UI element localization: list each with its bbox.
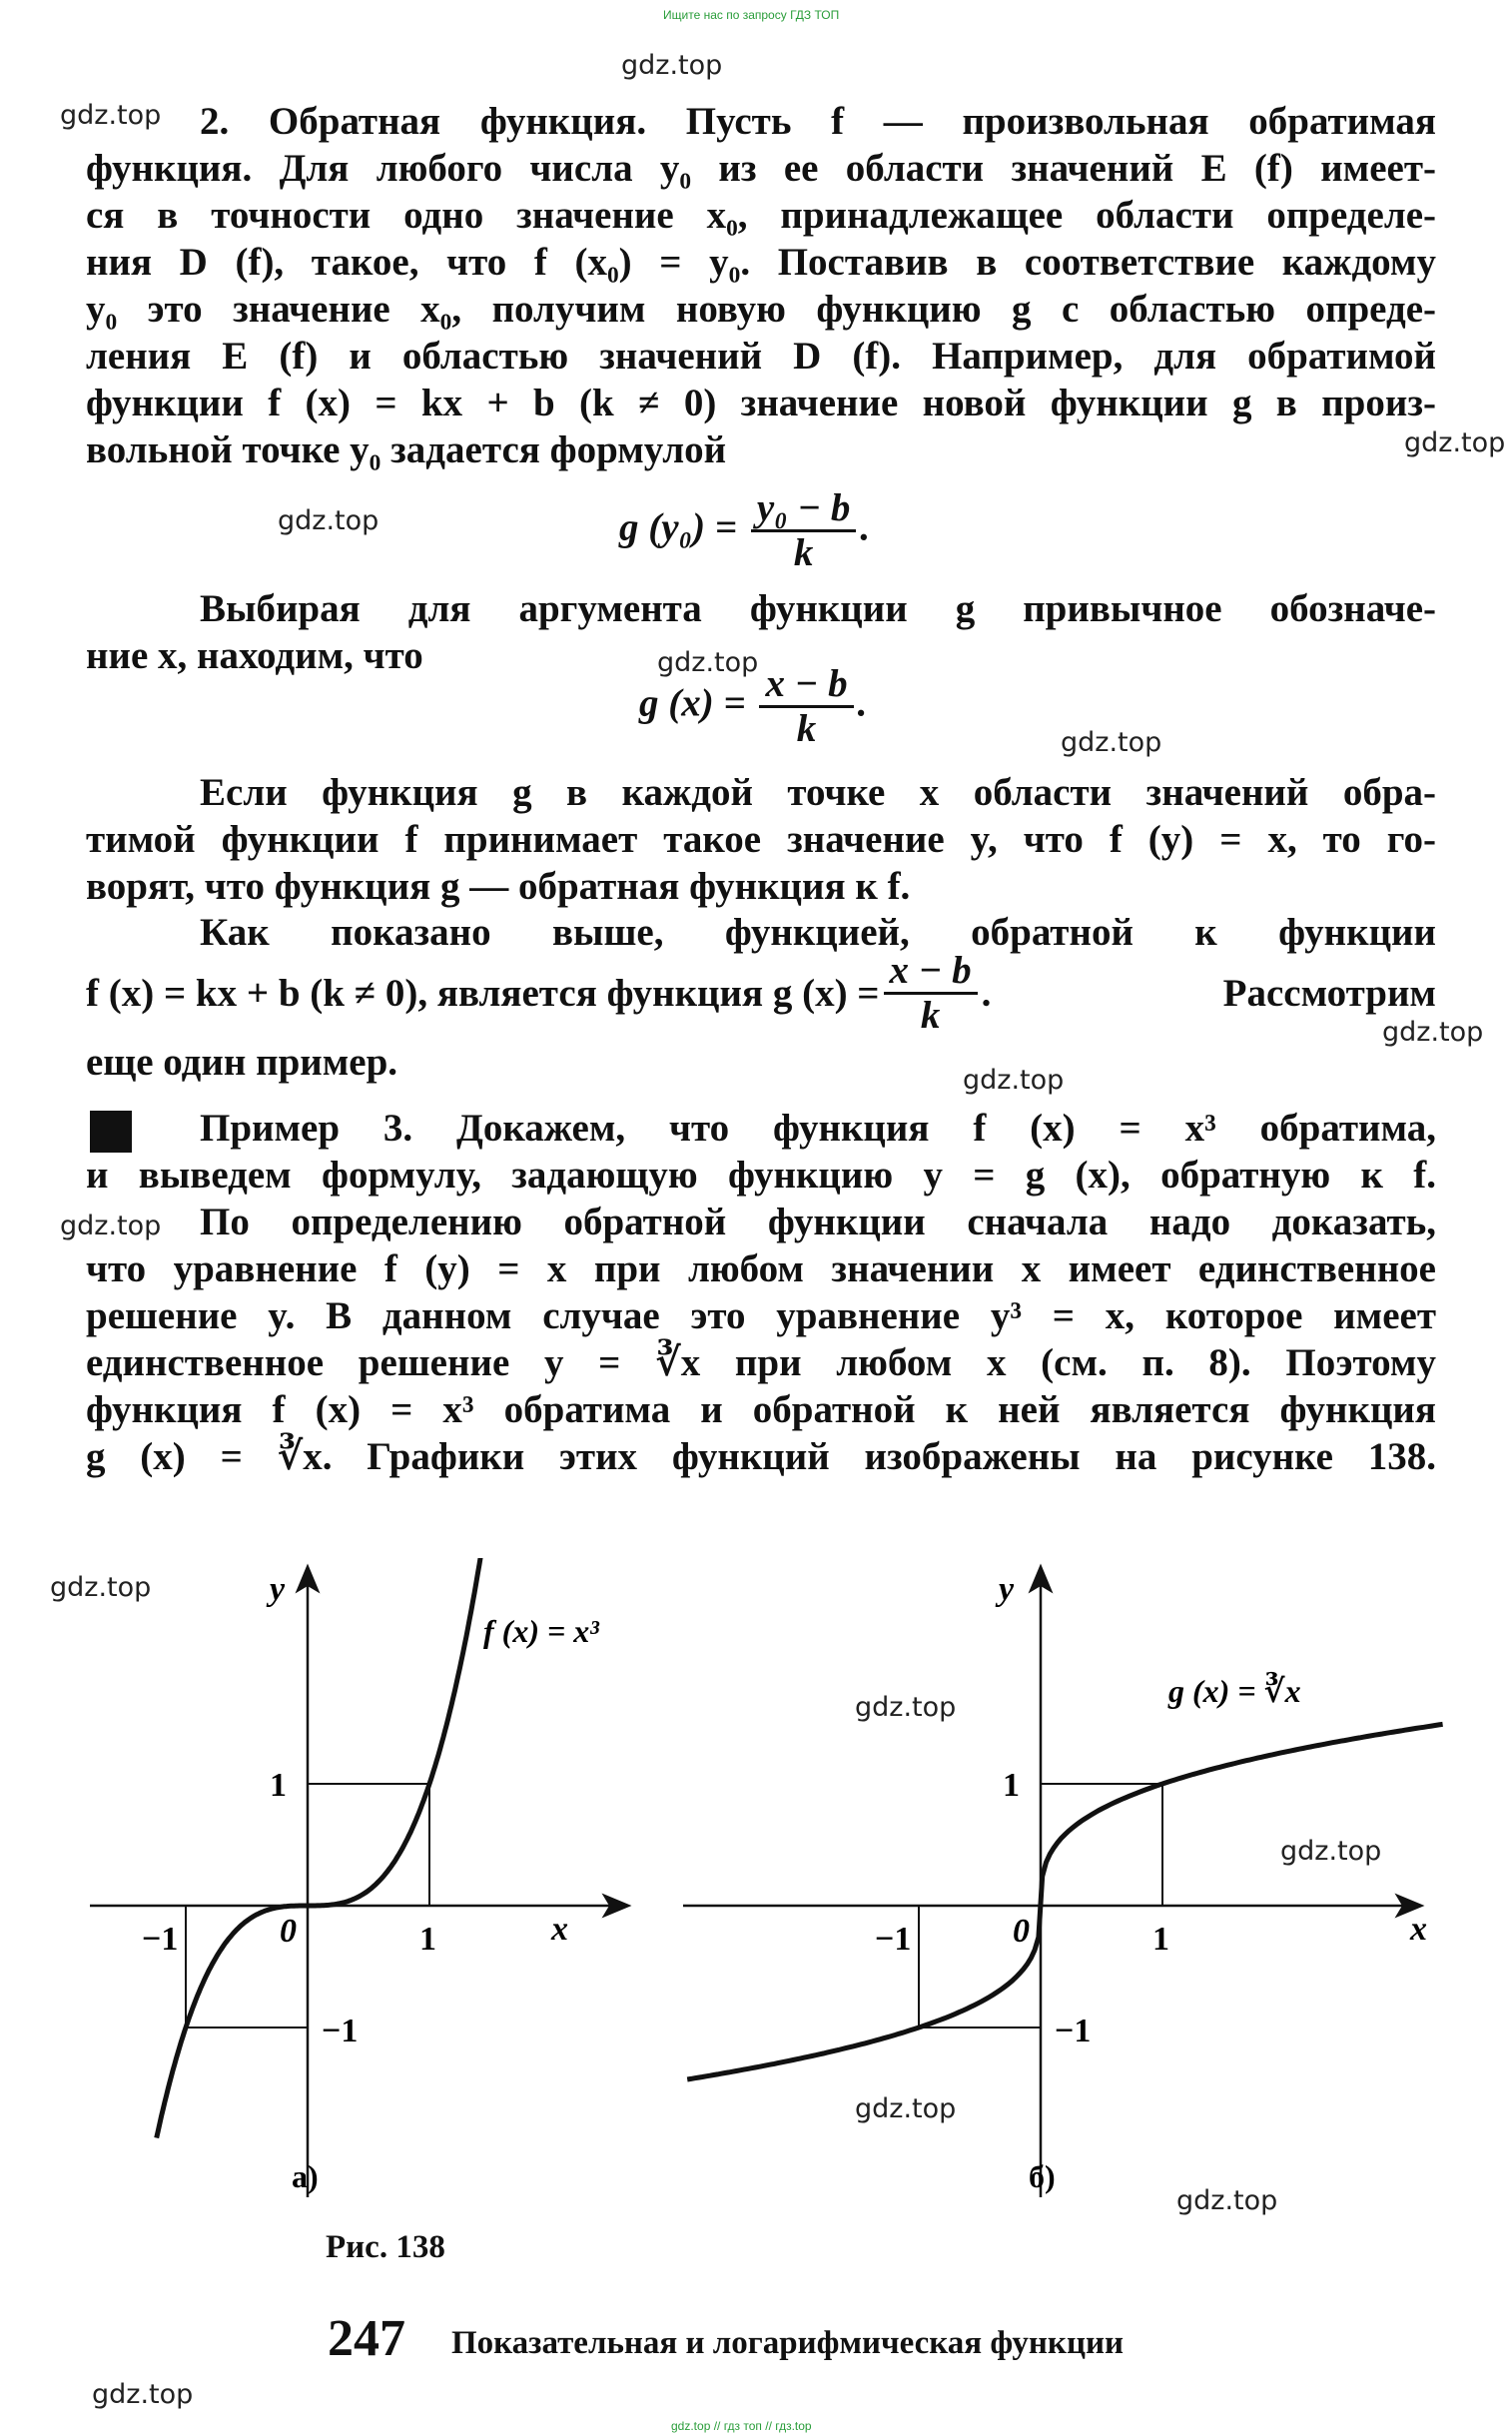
function-label: g (x) = ∛x	[1168, 1673, 1301, 1709]
header-link[interactable]: Ищите нас по запросу ГДЗ ТОП	[663, 8, 840, 22]
tick-label-y-neg: −1	[322, 2013, 359, 2049]
tick-label-x-pos: 1	[1152, 1921, 1169, 1958]
figure-caption: Рис. 138	[326, 2229, 445, 2265]
graph-cube-root-function	[663, 1558, 1452, 2197]
formula-lhs: g (x) =	[639, 681, 746, 725]
tick-label-x-pos: 1	[419, 1921, 436, 1958]
watermark: gdz.top	[278, 505, 379, 536]
text-line: решение y. В данном случае это уравнение y³ = x, которое имеет	[86, 1294, 1436, 1337]
watermark: gdz.top	[1061, 727, 1162, 758]
cube-curve	[157, 1558, 484, 2138]
axis-label-x: x	[1410, 1911, 1427, 1948]
watermark: gdz.top	[855, 2093, 957, 2124]
axis-label-y: y	[270, 1571, 286, 1608]
text-line: функция f (x) = x³ обратима и обратной к ней является функция	[86, 1388, 1436, 1431]
axis-label-x: x	[551, 1911, 568, 1948]
text-line: g (x) = ∛x. Графики этих функций изображены на рисунке 138.	[86, 1435, 1436, 1478]
text-line: По определению обратной функции сначала надо доказать,	[200, 1201, 1436, 1243]
text-line: ния D (f), такое, что f (x₀) = y₀. Поставив в соответствие каждому	[86, 241, 1436, 284]
text-fragment: Рассмотрим	[1222, 971, 1436, 1015]
shown-paragraph-end	[86, 1039, 1436, 1086]
watermark: gdz.top	[60, 100, 162, 131]
footer-links[interactable]: gdz.top // гдз топ // гдз.top	[671, 2419, 812, 2433]
shown-line-2: f (x) = kx + b (k ≠ 0), является функция g (x) = $\frac{x - b}{k}$ . Рассмотрим	[86, 948, 1436, 1037]
watermark: gdz.top	[855, 1692, 957, 1723]
text-line: 2. Обратная функция. Пусть f — произвольная обратимая	[200, 100, 1436, 143]
subfigure-label: а)	[292, 2158, 319, 2194]
text-line: единственное решение y = ∛x при любом x (см. п. 8). Поэтому	[86, 1341, 1436, 1384]
text-line: Пример 3. Докажем, что функция f (x) = x³ обратима,	[200, 1107, 1436, 1150]
text-line: еще один пример.	[86, 1041, 398, 1084]
formula-g-y0: g (y₀) = $\frac{\text{y₀ − b}}{k}$ .	[619, 486, 871, 574]
text-line: ся в точности одно значение x₀, принадлежащее области определе-	[86, 194, 1436, 237]
tick-label-origin: 0	[1013, 1913, 1030, 1950]
subfigure-label: б)	[1029, 2158, 1056, 2194]
watermark: gdz.top	[657, 647, 759, 678]
text-line: функции f (x) = kx + b (k ≠ 0) значение новой функции g в произ-	[86, 382, 1436, 424]
watermark: gdz.top	[1280, 1836, 1382, 1867]
watermark: gdz.top	[1404, 427, 1506, 458]
text-line: Если функция g в каждой точке x области значений обра-	[200, 771, 1436, 814]
tick-label-x-neg: −1	[142, 1921, 179, 1958]
fraction-denominator: k	[920, 993, 941, 1037]
tick-label-y-pos: 1	[1003, 1767, 1020, 1804]
watermark: gdz.top	[50, 1572, 152, 1603]
section-paragraph	[86, 98, 1436, 473]
fraction	[884, 950, 978, 1037]
tick-label-origin: 0	[280, 1913, 297, 1950]
fraction	[759, 663, 853, 750]
function-label: f (x) = x³	[483, 1613, 599, 1649]
text-line: ления E (f) и областью значений D (f). Например, для обратимой	[86, 335, 1436, 378]
text-line: тимой функции f принимает такое значение y, что f (y) = x, то го-	[86, 818, 1436, 861]
watermark: gdz.top	[621, 50, 723, 81]
text-line: вольной точке y₀ задается формулой	[86, 428, 727, 471]
text-line: функция. Для любого числа y₀ из ее области значений E (f) имеет-	[86, 147, 1436, 190]
definition-paragraph	[86, 769, 1436, 910]
watermark: gdz.top	[963, 1065, 1065, 1096]
tick-label-y-neg: −1	[1055, 2013, 1092, 2049]
watermark: gdz.top	[1382, 1017, 1484, 1048]
watermark: gdz.top	[60, 1211, 162, 1241]
page-number: 247	[328, 2310, 405, 2367]
text-line: что уравнение f (y) = x при любом значении x имеет единственное	[86, 1247, 1436, 1290]
text-fragment: f (x) = kx + b (k ≠ 0), является функция g (x) =	[86, 971, 880, 1015]
fraction-numerator: y₀ − b	[751, 487, 857, 532]
graph-cube-function	[80, 1558, 659, 2197]
watermark: gdz.top	[1176, 2185, 1278, 2216]
text-line: Как показано выше, функцией, обратной к функции	[200, 911, 1436, 954]
example-paragraph	[86, 1105, 1436, 1480]
axis-label-y: y	[999, 1571, 1015, 1608]
tick-label-x-neg: −1	[875, 1921, 912, 1958]
fraction-denominator: k	[793, 531, 814, 574]
text-line: и выведем формулу, задающую функцию y = g (x), обратную к f.	[86, 1154, 1436, 1197]
fraction-numerator: x − b	[759, 663, 853, 708]
formula-g-x: g (x) = $\frac{x - b}{k}$ .	[639, 662, 868, 750]
fraction-numerator: x − b	[884, 950, 978, 995]
fraction	[751, 487, 857, 574]
tick-label-y-pos: 1	[270, 1767, 287, 1804]
text-line: ворят, что функция g — обратная функция к f.	[86, 865, 911, 908]
watermark: gdz.top	[92, 2379, 194, 2410]
text-line: Выбирая для аргумента функции g привычное обозначе-	[200, 587, 1436, 630]
running-title: Показательная и логарифмическая функции	[451, 2325, 1124, 2361]
formula-lhs: g (y₀) =	[619, 505, 738, 549]
text-line: y₀ это значение x₀, получим новую функцию g с областью опреде-	[86, 288, 1436, 331]
fraction-denominator: k	[796, 707, 817, 750]
text-line: ние x, находим, что	[86, 634, 423, 677]
